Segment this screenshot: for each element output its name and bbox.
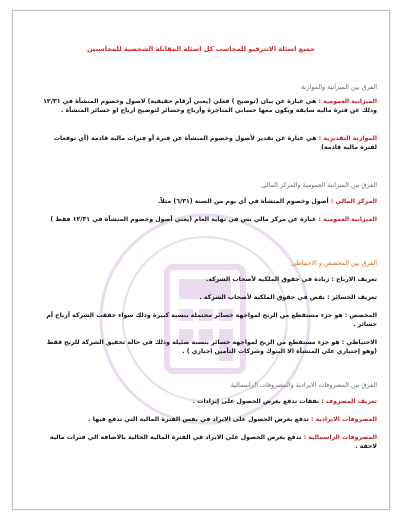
paragraph-loss-definition: تعريف الخسائر : نقص في حقوق الملكية لأصحاب الشركة . <box>199 294 377 301</box>
paragraph-capital-expenses: المصروفات الراسمالية : تدفع بغرض الحصول علي الايراد في الفترة المالية الحالية بالاضافة الي فترات مالية لاحقة . <box>49 434 377 450</box>
paragraph-reserve: الاحتياطي : هو جزء مستقطع من الربح لمواجهة خسائر بنسبة ضئيلة وذلك في حالة تحقيق الشركة للربح فقط (وهو إختياري علي المنشأة الا البنوك وشركات التأمين اجباري ) . <box>46 339 377 355</box>
paragraph-financial-position: المركز المالي : أصول وخصوم المنشأة في أي يوم من السنة (٦/٣١) مثلاً. <box>157 198 377 205</box>
paragraph-general-balance: الميزانية العمومية : عبارة عن مركز مالي بس في نهاية العام (يعني أصول وخصوم المنشأة في ١٢/٣١ فقط ) <box>50 216 377 223</box>
paragraph-profit-definition: تعريف الارباح : زيادة في حقوق الملكية لأصحاب الشركة. <box>205 276 377 283</box>
paragraph-expense-definition: تعريف المصروف : نفقات تدفع بغرض الحصول على إيرادات . <box>192 398 377 405</box>
section-heading-3: الفرق بين المخصص و الاحتياطي <box>291 259 377 267</box>
paragraph-revenue-expenses: المصروفات الايرادية : تدفع بغرض الحصول على الايراد في نفس الفترة المالية التي تدفع فيها . <box>88 416 377 423</box>
paragraph-estimated-budget: الموازنة التقديرية : هي عبارة عن تقدير لأصول وخصوم المنشأة عن فترة أو فترات مالية قادمة (أي توقعات لفترة مالية قادمة) <box>53 135 377 151</box>
section-heading-2: الفرق بين الميزانية العمومية والمركز المالى <box>261 181 377 189</box>
section-heading-1: الفرق بين الميزانية والموازنة <box>301 83 377 91</box>
document-page <box>12 10 390 510</box>
document-title: جميع اسئلة الانترفيو للمحاسب كل اسئلة المقابلة الشخصية للمحاسبين <box>86 45 316 53</box>
paragraph-balance-sheet: الميزانية العمومية : هي عبارة عن بيان (توضيح ) فعلي (يعني أرقام حقيقية) لاصول وخصوم المنشأة في ١٢/٣١ وذلك عن فترة مالية سابقة ويكون معها حسابي المتاجرة وأرباح وخسائر لتوضيح ارباح او خسائر المنشأة . <box>43 98 377 114</box>
paragraph-provision: المخصص : هو جزء مستقطع من الربح لمواجهة خسائر محتملة بنسبة كبيرة وذلك سواء حققت الشركة أرباح أم خسائر . <box>46 312 377 328</box>
section-heading-4: الفرق بين المصروفات الايرادية والمصروفات الراسمالية <box>230 381 377 389</box>
